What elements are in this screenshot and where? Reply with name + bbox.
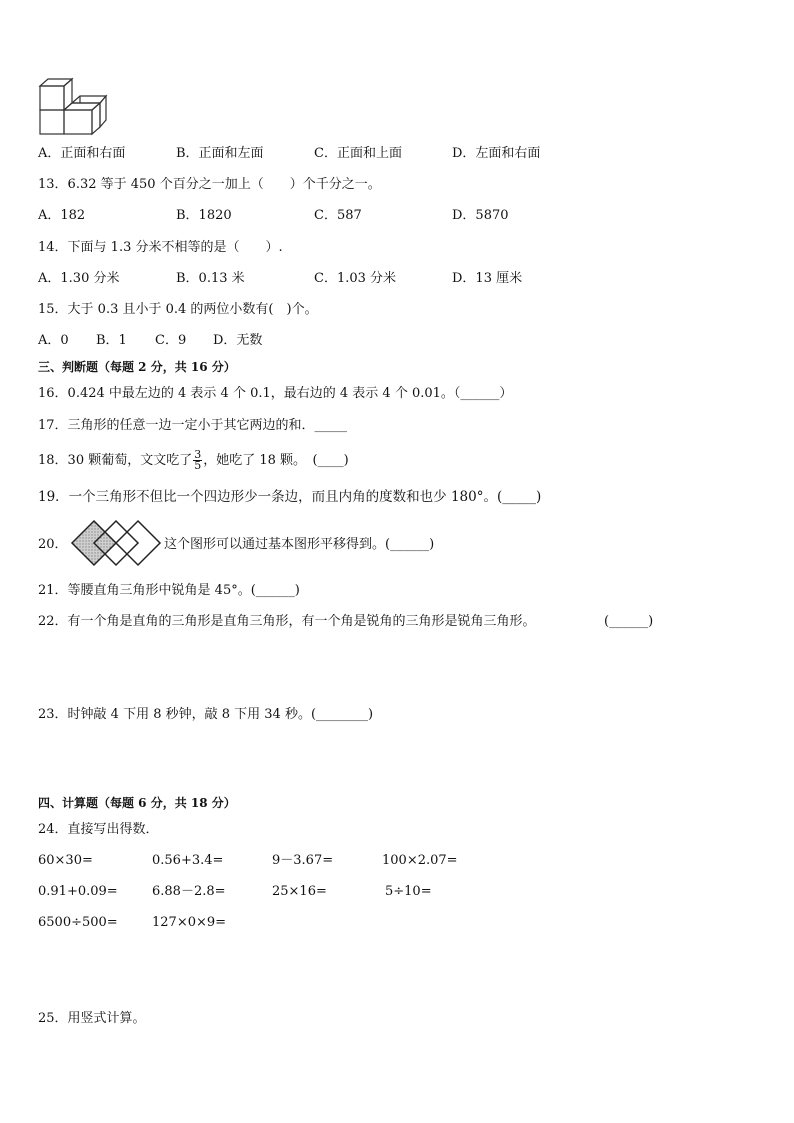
q15-text: 15．大于 0.3 且小于 0.4 的两位小数有( )个。 <box>38 302 318 317</box>
q24-expr: 100×2.07= <box>382 853 458 868</box>
q13-option-d: D．5870 <box>452 208 509 223</box>
section-4-title: 四、计算题（每题 6 分，共 18 分） <box>38 796 236 810</box>
q24-expr: 0.91+0.09= <box>38 884 118 899</box>
section-3-title: 三、判断题（每题 2 分，共 16 分） <box>38 360 236 374</box>
q19-text: 19．一个三角形不但比一个四边形少一条边，而且内角的度数和也少 180°。(_____) <box>38 489 542 505</box>
q14-text: 14．下面与 1.3 分米不相等的是（ ）. <box>38 240 283 255</box>
q12-option-b: B．正面和左面 <box>176 146 264 161</box>
q13-option-c: C．587 <box>314 208 362 223</box>
q24-text: 24．直接写出得数． <box>38 822 159 837</box>
q13-text: 13．6.32 等于 450 个百分之一加上（ ）个千分之一。 <box>38 177 381 192</box>
q25-text: 25．用竖式计算。 <box>38 1011 146 1026</box>
q24-expr: 25×16= <box>272 884 327 899</box>
q24-expr: 5÷10= <box>385 884 432 899</box>
q24-expr: 0.56+3.4= <box>152 853 224 868</box>
q22-blank: (______) <box>604 614 654 629</box>
q16-text: 16．0.424 中最左边的 4 表示 4 个 0.1，最右边的 4 表示 4 个 0.01。（______） <box>38 386 513 401</box>
q24-expr: 60×30= <box>38 853 93 868</box>
q20-label: 20． <box>38 537 68 552</box>
q13-option-a: A．182 <box>38 208 86 223</box>
q18-before: 18．30 颗葡萄，文文吃了 <box>38 453 193 468</box>
q18-text <box>38 449 349 473</box>
q14-option-b: B．0.13 米 <box>176 271 245 286</box>
q14-option-a: A．1.30 分米 <box>38 271 120 286</box>
q15-option-c: C．9 <box>155 333 187 348</box>
q15-option-b: B．1 <box>96 333 127 348</box>
q18-fraction <box>193 450 202 471</box>
q15-option-d: D．无数 <box>213 333 263 348</box>
q24-expr: 127×0×9= <box>152 915 227 930</box>
q17-text: 17．三角形的任意一边一定小于其它两边的和．_____ <box>38 418 348 433</box>
q13-option-b: B．1820 <box>176 208 232 223</box>
q15-option-a: A．0 <box>38 333 69 348</box>
q24-expr: 9－3.67= <box>272 853 334 868</box>
q12-option-d: D．左面和右面 <box>452 146 541 161</box>
q18-fraction-numerator: 3 <box>194 448 202 461</box>
q12-option-c: C．正面和上面 <box>314 146 402 161</box>
q22-text: 22．有一个角是直角的三角形是直角三角形，有一个角是锐角的三角形是锐角三角形。 <box>38 614 536 629</box>
q23-text: 23．时钟敲 4 下用 8 秒钟，敲 8 下用 34 秒。(________) <box>38 707 374 722</box>
q12-option-a: A．正面和右面 <box>38 146 126 161</box>
cube-stack-figure-icon <box>36 76 110 140</box>
q20-text: 这个图形可以通过基本图形平移得到。(______) <box>164 537 435 552</box>
q18-after: ，她吃了 18 颗。 (____) <box>203 453 349 468</box>
q24-expr: 6.88－2.8= <box>152 884 226 899</box>
q14-option-c: C．1.03 分米 <box>314 271 397 286</box>
rhombus-pattern-figure-icon <box>70 519 164 567</box>
q24-expr: 6500÷500= <box>38 915 118 930</box>
q21-text: 21．等腰直角三角形中锐角是 45°。(______) <box>38 583 300 598</box>
q18-fraction-denominator: 5 <box>194 459 202 472</box>
q14-option-d: D．13 厘米 <box>452 271 523 286</box>
